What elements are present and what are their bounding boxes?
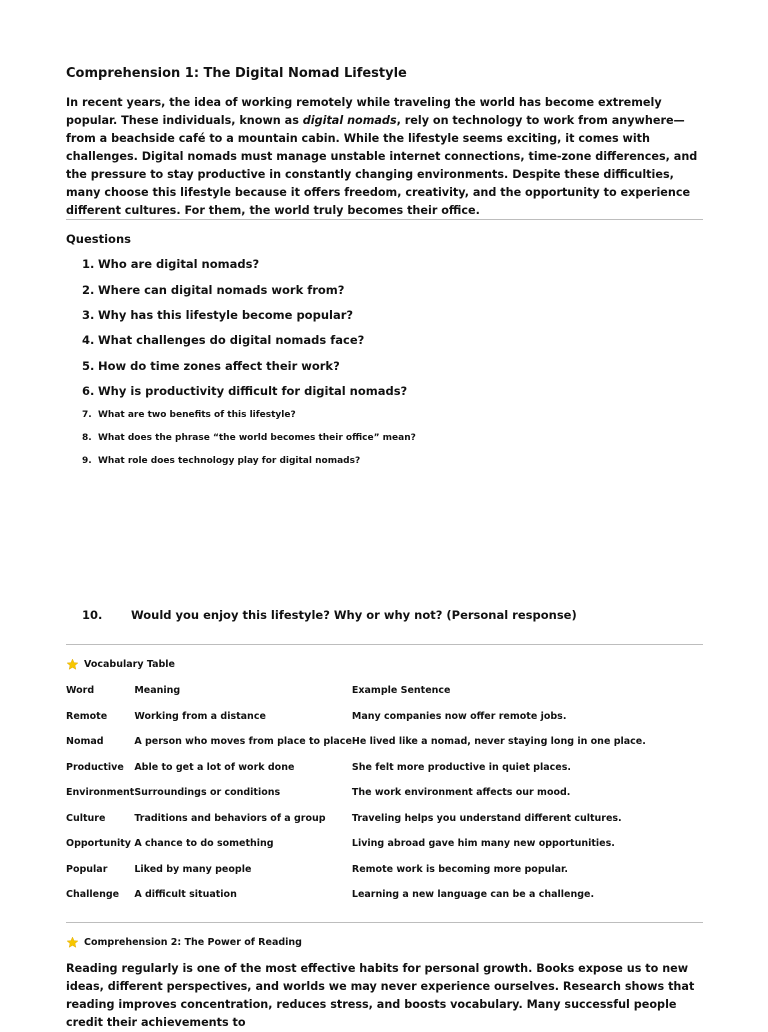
question-item [82,257,259,271]
table-cell: Remote [66,710,108,722]
question-number: 9. [82,456,92,466]
table-cell: Popular [66,863,108,875]
comprehension-1-paragraph [66,94,706,220]
question-text: What role does technology play for digital nomads? [98,456,361,466]
comprehension-2-heading [66,936,302,949]
table-cell: Able to get a lot of work done [134,761,295,773]
question-number: 7. [82,410,92,420]
question-number: 8. [82,433,92,443]
question-item [82,384,407,398]
table-row [66,704,646,730]
question-item [82,359,340,373]
question-text: What challenges do digital nomads face? [98,333,365,347]
question-number: 1. [82,257,95,271]
divider [66,219,703,220]
question-text: What are two benefits of this lifestyle? [98,410,296,420]
table-cell: The work environment affects our mood. [351,787,571,799]
table-cell: Culture [66,812,106,824]
table-cell: Opportunity [66,838,131,850]
question-text: What does the phrase “the world becomes their office” mean? [98,433,416,443]
table-cell: Surroundings or conditions [134,787,281,799]
table-cell: Productive [66,761,124,773]
vocabulary-heading [66,658,175,671]
table-row [66,729,646,755]
questions-heading: Questions [66,232,131,246]
vocabulary-table [66,678,646,908]
column-header: Meaning [134,685,181,697]
table-cell: Environment [66,787,135,799]
table-row [66,882,646,908]
table-cell: A chance to do something [134,838,274,850]
question-item [82,433,416,443]
divider [66,922,703,923]
question-text: Where can digital nomads work from? [98,283,345,297]
paragraph-text-part1: In recent years, the idea of working remotely while traveling the world has become extremely popular. These individuals, known as [66,96,662,127]
question-number: 2. [82,283,95,297]
star-icon [66,658,79,671]
question-text: Who are digital nomads? [98,257,260,271]
table-cell: Liked by many people [134,863,252,875]
question-text: Why is productivity difficult for digital nomads? [98,384,408,398]
comprehension-2-paragraph: Reading regularly is one of the most effective habits for personal growth. Books expose us to new ideas, different perspectives, and worlds we may never experience ourselves. Research shows that reading improves concentration, reduces stress, and boosts vocabulary. Many successful people credit their achievements to [66,962,695,1029]
question-number: 3. [82,308,95,322]
question-text: Would you enjoy this lifestyle? Why or why not? (Personal response) [131,608,577,622]
question-text: Why has this lifestyle become popular? [98,308,354,322]
column-header: Example Sentence [351,685,451,697]
table-row [66,806,646,832]
table-cell: He lived like a nomad, never staying long in one place. [351,736,646,748]
table-row [66,780,646,806]
table-header-row [66,678,646,704]
table-cell: Living abroad gave him many new opportunities. [351,838,615,850]
table-cell: Traveling helps you understand different cultures. [351,812,622,824]
table-cell: She felt more productive in quiet places. [351,761,571,773]
table-cell: A person who moves from place to place [134,736,352,748]
divider [66,644,703,645]
table-cell: Traditions and behaviors of a group [134,812,326,824]
table-cell: Many companies now offer remote jobs. [351,710,567,722]
question-number: 5. [82,359,95,373]
vocabulary-heading-text: Vocabulary Table [84,659,175,670]
table-cell: Nomad [66,736,104,748]
question-number: 6. [82,384,95,398]
question-item [82,333,364,347]
table-row [66,831,646,857]
table-cell: Working from a distance [134,710,266,722]
question-item [82,456,360,466]
column-header: Word [66,685,95,697]
question-item [82,283,344,297]
paragraph-text-part2: , rely on technology to work from anywhere—from a beachside café to a mountain cabin. While the lifestyle seems exciting, it comes with challenges. Digital nomads must manage unstable internet connections, time-zone differences, and the pressure to stay productive in constantly changing environments. Despite these difficulties, many choose this lifestyle because it offers freedom, creativity, and the opportunity to experience different cultures. For them, the world truly becomes their office. [66,114,698,217]
question-text: How do time zones affect their work? [98,359,340,373]
table-row [66,857,646,883]
table-row [66,755,646,781]
question-item [82,410,296,420]
question-item [82,308,353,322]
table-cell: Remote work is becoming more popular. [351,863,568,875]
comprehension-2-title: Comprehension 2: The Power of Reading [84,937,302,948]
table-cell: Challenge [66,889,120,901]
comprehension-1-title: Comprehension 1: The Digital Nomad Lifestyle [66,66,407,81]
question-number: 10. [82,608,103,622]
table-cell: A difficult situation [134,889,237,901]
question-number: 4. [82,333,95,347]
paragraph-emphasis: digital nomads [302,114,397,127]
star-icon [66,936,79,949]
table-cell: Learning a new language can be a challenge. [351,889,595,901]
question-item [82,608,577,622]
